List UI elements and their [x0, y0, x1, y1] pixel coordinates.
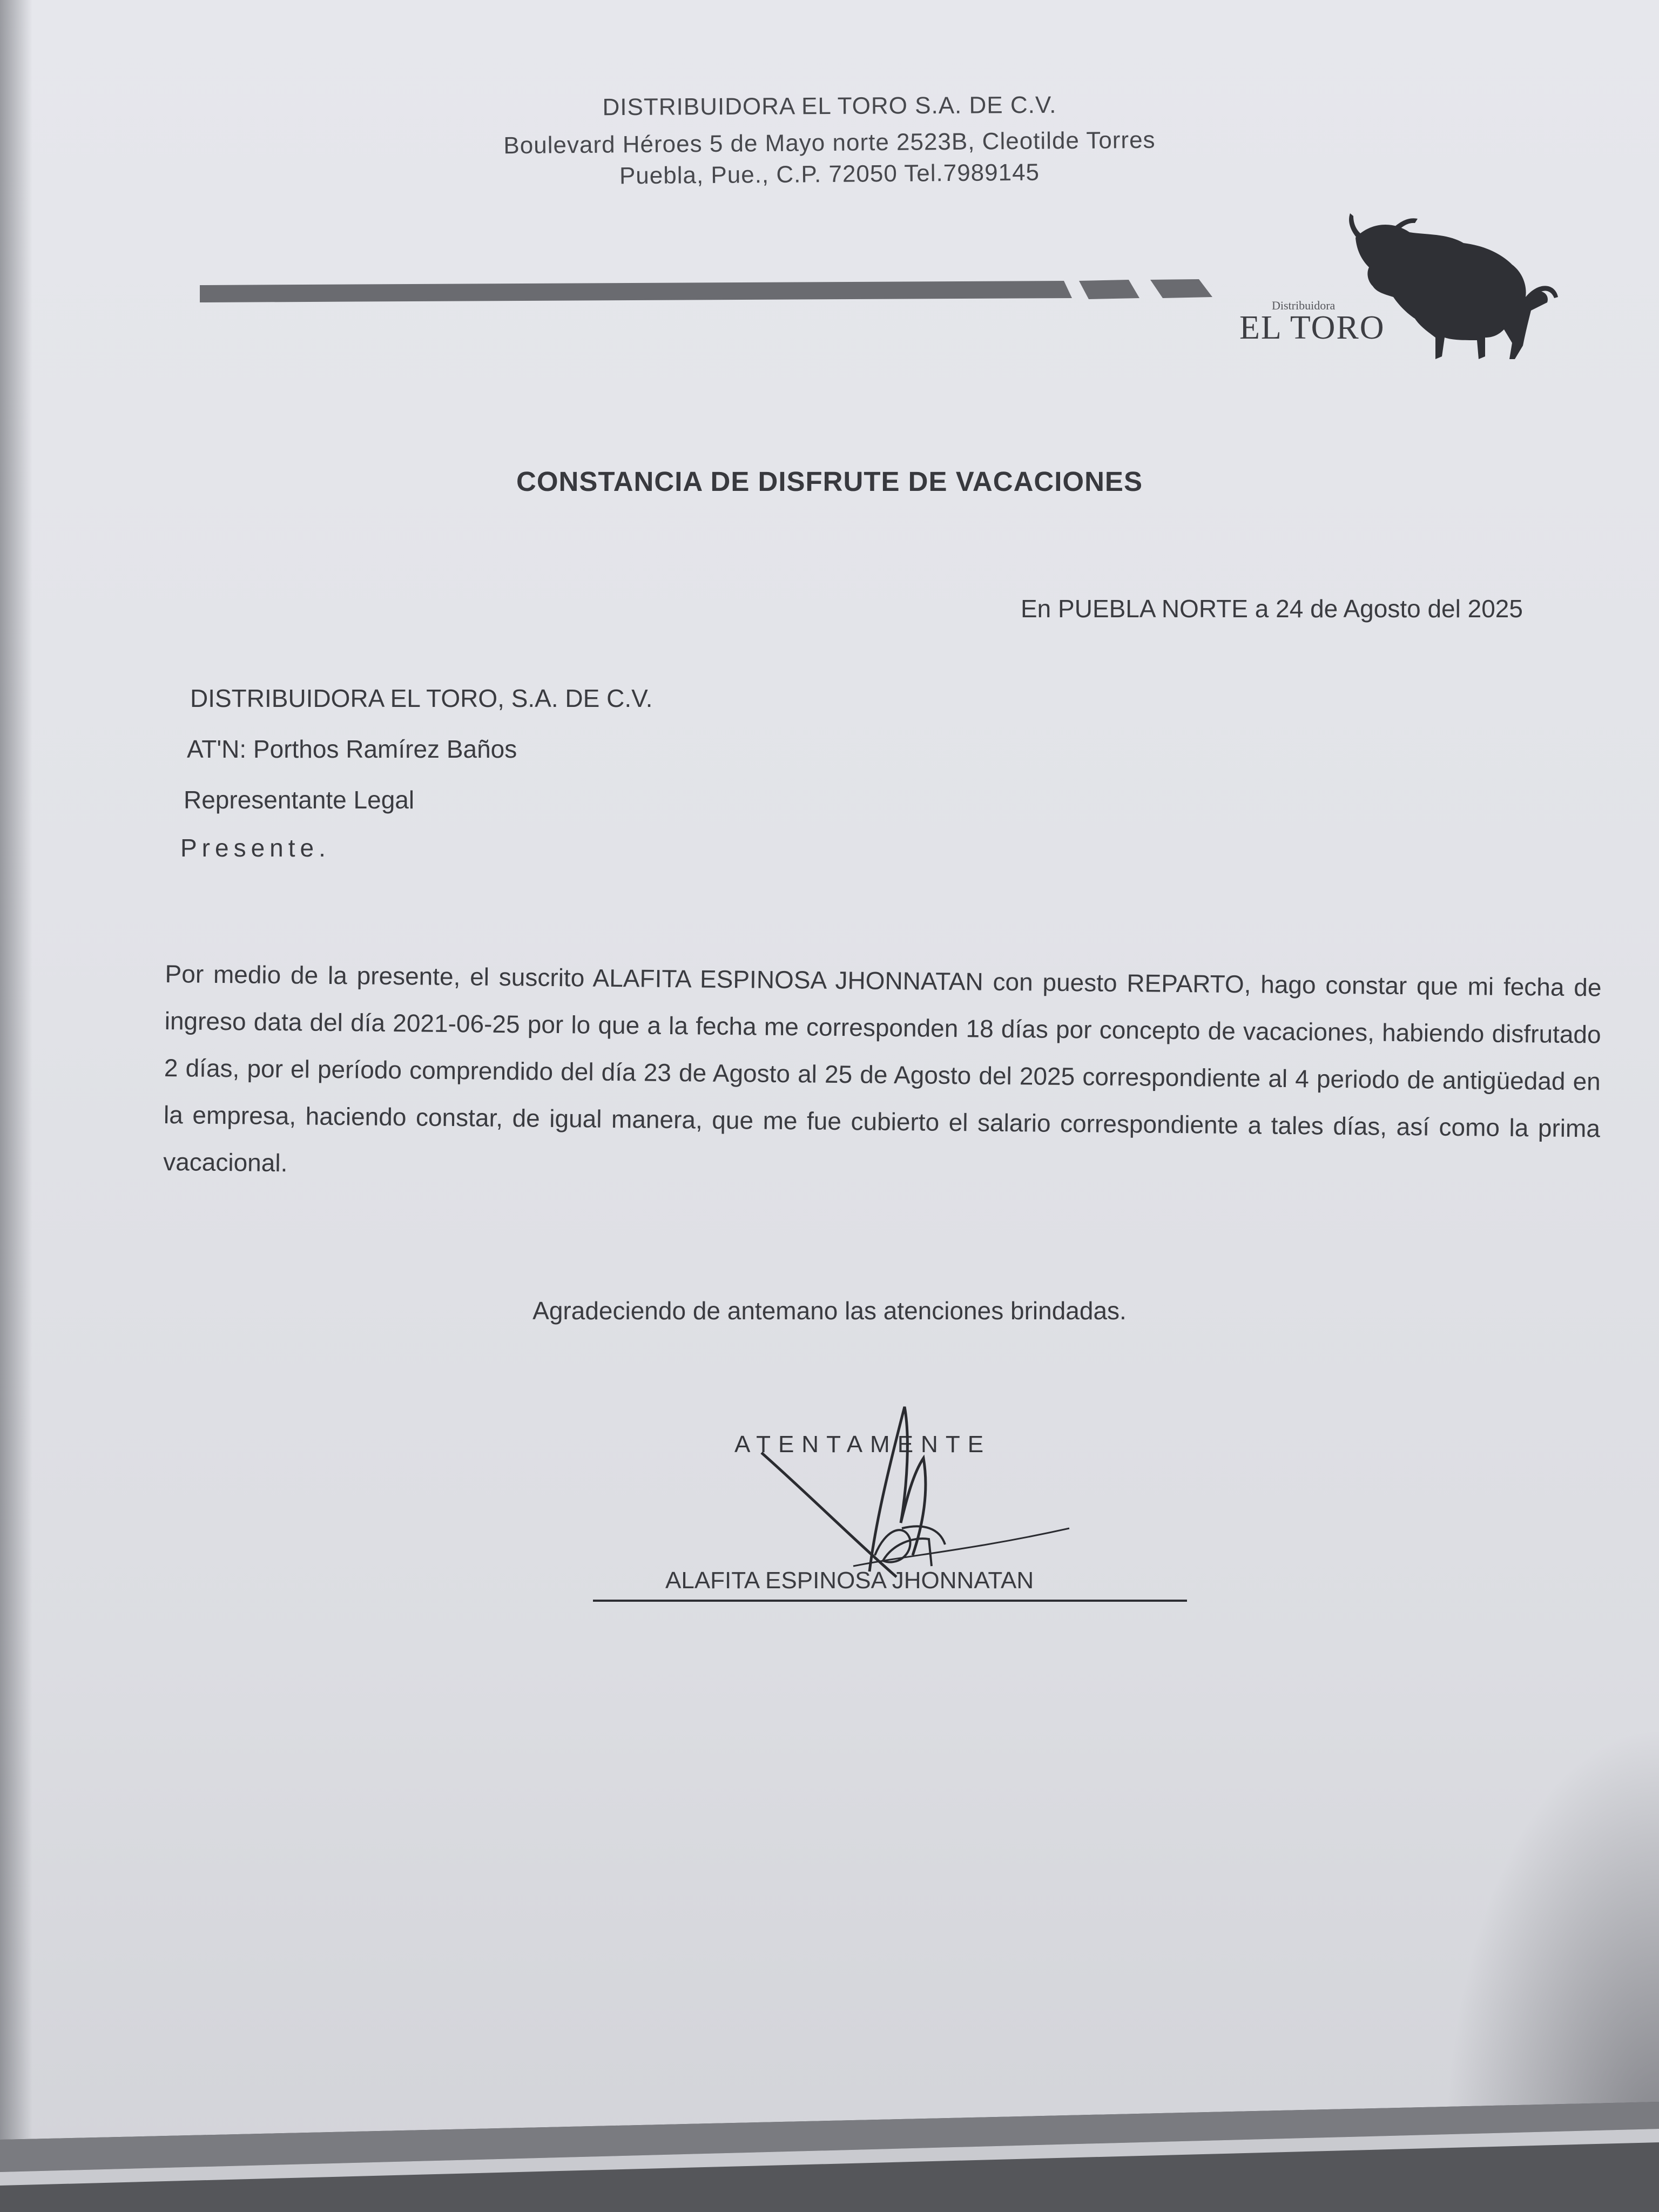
header-bar-segment-1	[1079, 280, 1139, 299]
header-bar-main	[200, 281, 1072, 302]
document-title: CONSTANCIA DE DISFRUTE DE VACACIONES	[516, 466, 1143, 497]
footer-band	[0, 2091, 1659, 2212]
recipient-role: Representante Legal	[184, 786, 415, 814]
thanks-line: Agradeciendo de antemano las atenciones brindadas.	[532, 1297, 1127, 1325]
recipient-presente: Presente.	[180, 834, 331, 862]
page-shadow-left	[0, 0, 32, 2212]
place-date: En PUEBLA NORTE a 24 de Agosto del 2025	[1021, 595, 1523, 623]
body-paragraph: Por medio de la presente, el suscrito ALAFITA ESPINOSA JHONNATAN con puesto REPARTO, hago constar que mi fecha de ingreso data del día 2021-06-25 por lo que a la fecha me corresponden 18 días por concepto de vacaciones, habiendo disfrutado 2 días, por el período comprendido del día 23 de Agosto al 25 de Agosto del 2025 correspondiente al 4 periodo de antigüedad en la empresa, haciendo constar, de igual manera, que me fue cubierto el salario correspondiente a tales días, así como la prima vacacional.	[163, 959, 1602, 1177]
closing-atentamente: ATENTAMENTE	[734, 1431, 992, 1458]
recipient-attention: AT'N: Porthos Ramírez Baños	[187, 735, 517, 763]
logo-subtitle: Distribuidora	[1272, 299, 1336, 312]
header-bar	[200, 270, 1226, 313]
company-name: DISTRIBUIDORA EL TORO S.A. DE C.V.	[602, 91, 1057, 121]
bull-logo-icon	[1231, 205, 1566, 378]
logo-name: EL TORO	[1239, 309, 1385, 346]
company-address: Boulevard Héroes 5 de Mayo norte 2523B, Cleotilde Torres	[503, 126, 1156, 159]
header-bar-segment-2	[1150, 279, 1212, 298]
signature-line	[593, 1600, 1187, 1602]
signatory-name: ALAFITA ESPINOSA JHONNATAN	[665, 1567, 1034, 1594]
company-city-phone: Puebla, Pue., C.P. 72050 Tel.7989145	[619, 159, 1040, 190]
recipient-company: DISTRIBUIDORA EL TORO, S.A. DE C.V.	[190, 684, 653, 712]
